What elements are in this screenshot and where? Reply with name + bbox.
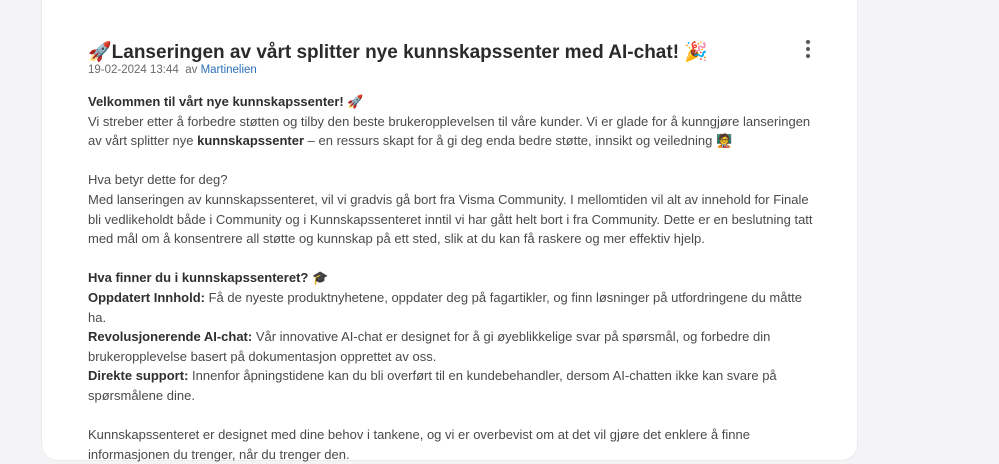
section-question-1: Hva betyr dette for deg? <box>88 172 228 188</box>
intro-paragraph: Vi streber etter å forbedre støtten og tilby den beste brukeropplevelsen til våre kunder. Vi er glade for å kunngjøre lanseringen av vårt splitter nye kunnskapssenter – en ressurs skapt for å gi deg enda bedre støtte, innsikt og veiledning 🧑‍🏫 <box>88 113 811 149</box>
closing-paragraph: Kunnskapssenteret er designet med dine behov i tankene, og vi er overbevist om at det vil gjøre det enklere å finne informasjonen du trenger, når du trenger den. <box>88 427 750 462</box>
post-date: 19-02-2024 13:44 <box>88 64 179 76</box>
kunnskapssenter-bold: kunnskapssenter <box>197 133 305 149</box>
intro-heading: Velkommen til vårt nye kunnskapssenter! 🚀 <box>88 94 364 109</box>
post-body <box>88 92 818 464</box>
feature-item: Oppdatert Innhold: Få de nyeste produktnyhetene, oppdater deg på fagartikler, og finn løsninger på utfordringene du måtte ha. <box>88 289 802 325</box>
post-card <box>42 0 857 460</box>
post-by-label: av <box>185 64 198 76</box>
feature-item: Revolusjonerende AI-chat: Vår innovative AI-chat er designet for å gi øyeblikkelige svar på spørsmål, og forbedre din brukeropplevelse basert på dokumentasjon opprettet av oss. <box>88 329 771 364</box>
feature-item: Direkte support: Innenfor åpningstidene kan du bli overført til en kundebehandler, dersom AI-chatten ikke kan svare på spørsmålene dine. <box>88 368 777 403</box>
section-question-2: Hva finner du i kunnskapssenteret? 🎓 <box>88 270 329 286</box>
more-options-icon[interactable] <box>802 40 814 58</box>
post-title: 🚀Lanseringen av vårt splitter nye kunnskapssenter med AI-chat! 🎉 <box>88 42 708 63</box>
section-question-1-text: Med lanseringen av kunnskapssenteret, vil vi gradvis gå bort fra Visma Community. I mellomtiden vil alt av innehold for Finale bli vedlikeholdt både i Community og i Kunnskapssenteret inntil vi har gått helt bort i fra Community. Dette er en beslutning tatt med mål om å konsentrere all støtte og kunnskap på ett sted, slik at du kan få raskere og mer effektiv hjelp. <box>88 191 813 247</box>
post-meta <box>88 64 257 76</box>
author-link[interactable]: Martinelien <box>200 64 257 76</box>
